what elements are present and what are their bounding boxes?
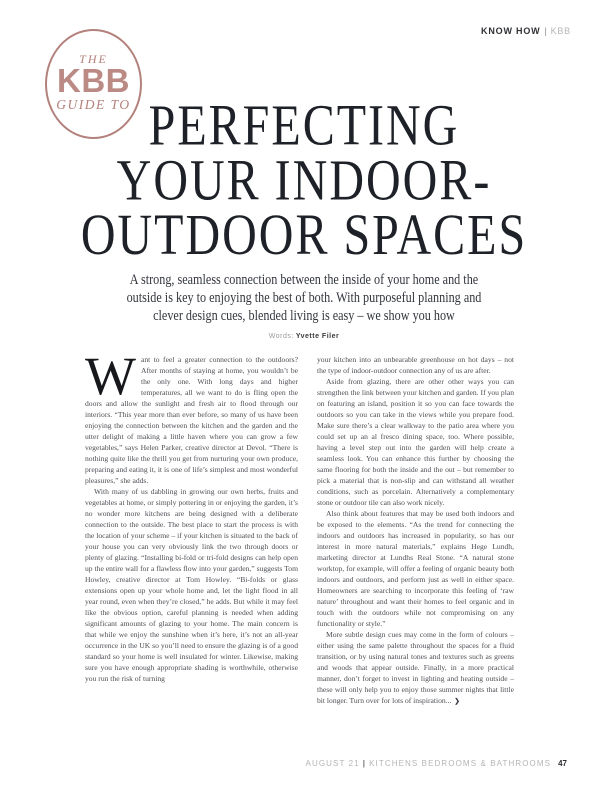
magazine-brand: KBB — [550, 26, 571, 36]
article-column-left — [85, 346, 298, 707]
standfirst-line-2: outside is key to enjoying the best of both. With purposeful planning and — [126, 290, 482, 306]
article-column-right — [317, 354, 514, 707]
paragraph-4: Also think about features that may be used both indoors and be exposed to the elements. “As the trend for connecting the indoors and outdoors has increased in popularity, so has our interest in more natural materials,” explains Hege Lundh, marketing director at Lundhs Real Stone. “A natural stone worktop, for example, will offer a feeling of organic beauty both indoors and outdoors, and perform just as well in either space. Homeowners are searching to incorporate this feeling of ‘raw nature’ throughout and want their homes to feel organic and in touch with the outdoors while not compromising on any functionality or style.” — [317, 509, 514, 628]
drop-cap: W — [85, 346, 136, 406]
badge-kbb-logo: KBB — [57, 61, 130, 99]
article-headline — [0, 93, 608, 268]
footer-issue: AUGUST 21 — [305, 759, 360, 768]
page-number: 47 — [558, 759, 567, 768]
kicker-separator: | — [544, 26, 548, 36]
badge-the: THE — [79, 51, 108, 66]
paragraph-5 — [317, 629, 514, 707]
section-label: KNOW HOW — [481, 26, 541, 36]
footer-separator: | — [362, 759, 367, 768]
headline-line-3: OUTDOOR SPACES — [80, 202, 528, 268]
standfirst-line-3: clever design cues, blended living is easy – we show you how — [153, 308, 455, 324]
headline-line-2: YOUR INDOOR- — [116, 148, 492, 213]
paragraph-2-continued: your kitchen into an unbearable greenhouse on hot days – not the type of indoor-outdoor connection any of us are after. — [317, 355, 514, 375]
paragraph-1-text: ant to feel a greater connection to the outdoors? After months of staying at home, you wouldn’t be the only one. With long days and higher temperatures, all we want to do is fling open the doors and allow the sunlight and fresh air to flood through our interiors. “This year more than ever before, so many of us have been enjoying the connection between the kitchen and the garden and the utter delight of making a little haven where you can grow a few vegetables,” says Helen Parker, creative director at Devol. “There is nothing quite like the thrill you get from nurturing your own produce, preparing and eating it, it is one of life’s simplest and most wonderful pleasures,” she adds. — [85, 355, 298, 485]
badge-guide-to: GUIDE TO — [56, 96, 131, 112]
page-footer — [306, 759, 567, 768]
byline — [0, 333, 608, 340]
section-kicker — [481, 26, 571, 36]
footer-magazine-title: KITCHENS BEDROOMS & BATHROOMS — [369, 759, 552, 768]
paragraph-1 — [85, 346, 298, 486]
article-body — [85, 346, 514, 707]
byline-author: Yvette Filer — [295, 333, 340, 340]
paragraph-3: Aside from glazing, there are other other ways you can strengthen the link between your kitchen and garden. If you plan on featuring an island, position it so you can face towards the outdoors so you can take in the views while you prepare food. Make sure there’s a clear walkway to the patio area where you could set up an al fresco dining space, too. Where possible, having a level step out into the garden will help create a seamless look. You can enhance this further by choosing the same flooring for both the inside and the out – but remember to pick a material that is non-slip and can withstand all weather conditions, such as porcelain. Alternatively a complementary stone or outdoor tile can also work nicely. — [317, 377, 514, 507]
turn-over-chevron-icon: ❯ — [454, 698, 460, 705]
headline-line-1: PERFECTING — [148, 93, 460, 158]
standfirst — [49, 271, 560, 325]
standfirst-line-1: A strong, seamless connection between the inside of your home and the — [129, 272, 479, 288]
byline-label: Words: — [268, 333, 294, 340]
paragraph-2: With many of us dabbling in growing our own herbs, fruits and vegetables at home, or simply pottering in or enjoying the garden, it’s no wonder more kitchens are being designed with a deliberate connection to the outside. The best place to start the process is with the location of your scheme – if your kitchen is situated to the back of your house you can very obviously link the two through doors or plenty of glazing. “Installing bi-fold or tri-fold designs can help open up the entire wall for a flawless flow into your garden,” suggests Tom Howley, creative director at Tom Howley. “Bi-folds or glass extensions open up your whole home and, let the light flood in all year round, even when they’re closed,” he adds. But while it may feel like the obvious option, careful planning is needed when adding significant amounts of glazing to your home. The main concern is that while we enjoy the sunshine when it’s here, it’s not an all-year occurrence in the UK so you’ll need to ensure the glazing is of a good standard so your home is well insulated for winter. Likewise, making sure you have enough appropriate shading is worthwhile, otherwise you run the risk of turning — [85, 487, 298, 683]
paragraph-5-text: More subtle design cues may come in the form of colours – either using the same palette throughout the spaces for a fluid transition, or by using natural tones and textures such as greens and woods that appear outside. Finally, in a more practical manner, don’t forget to invest in lighting and heating outside – these will only help you to enjoy those summer nights that little bit longer. Turn over for lots of inspiration... — [317, 630, 514, 705]
